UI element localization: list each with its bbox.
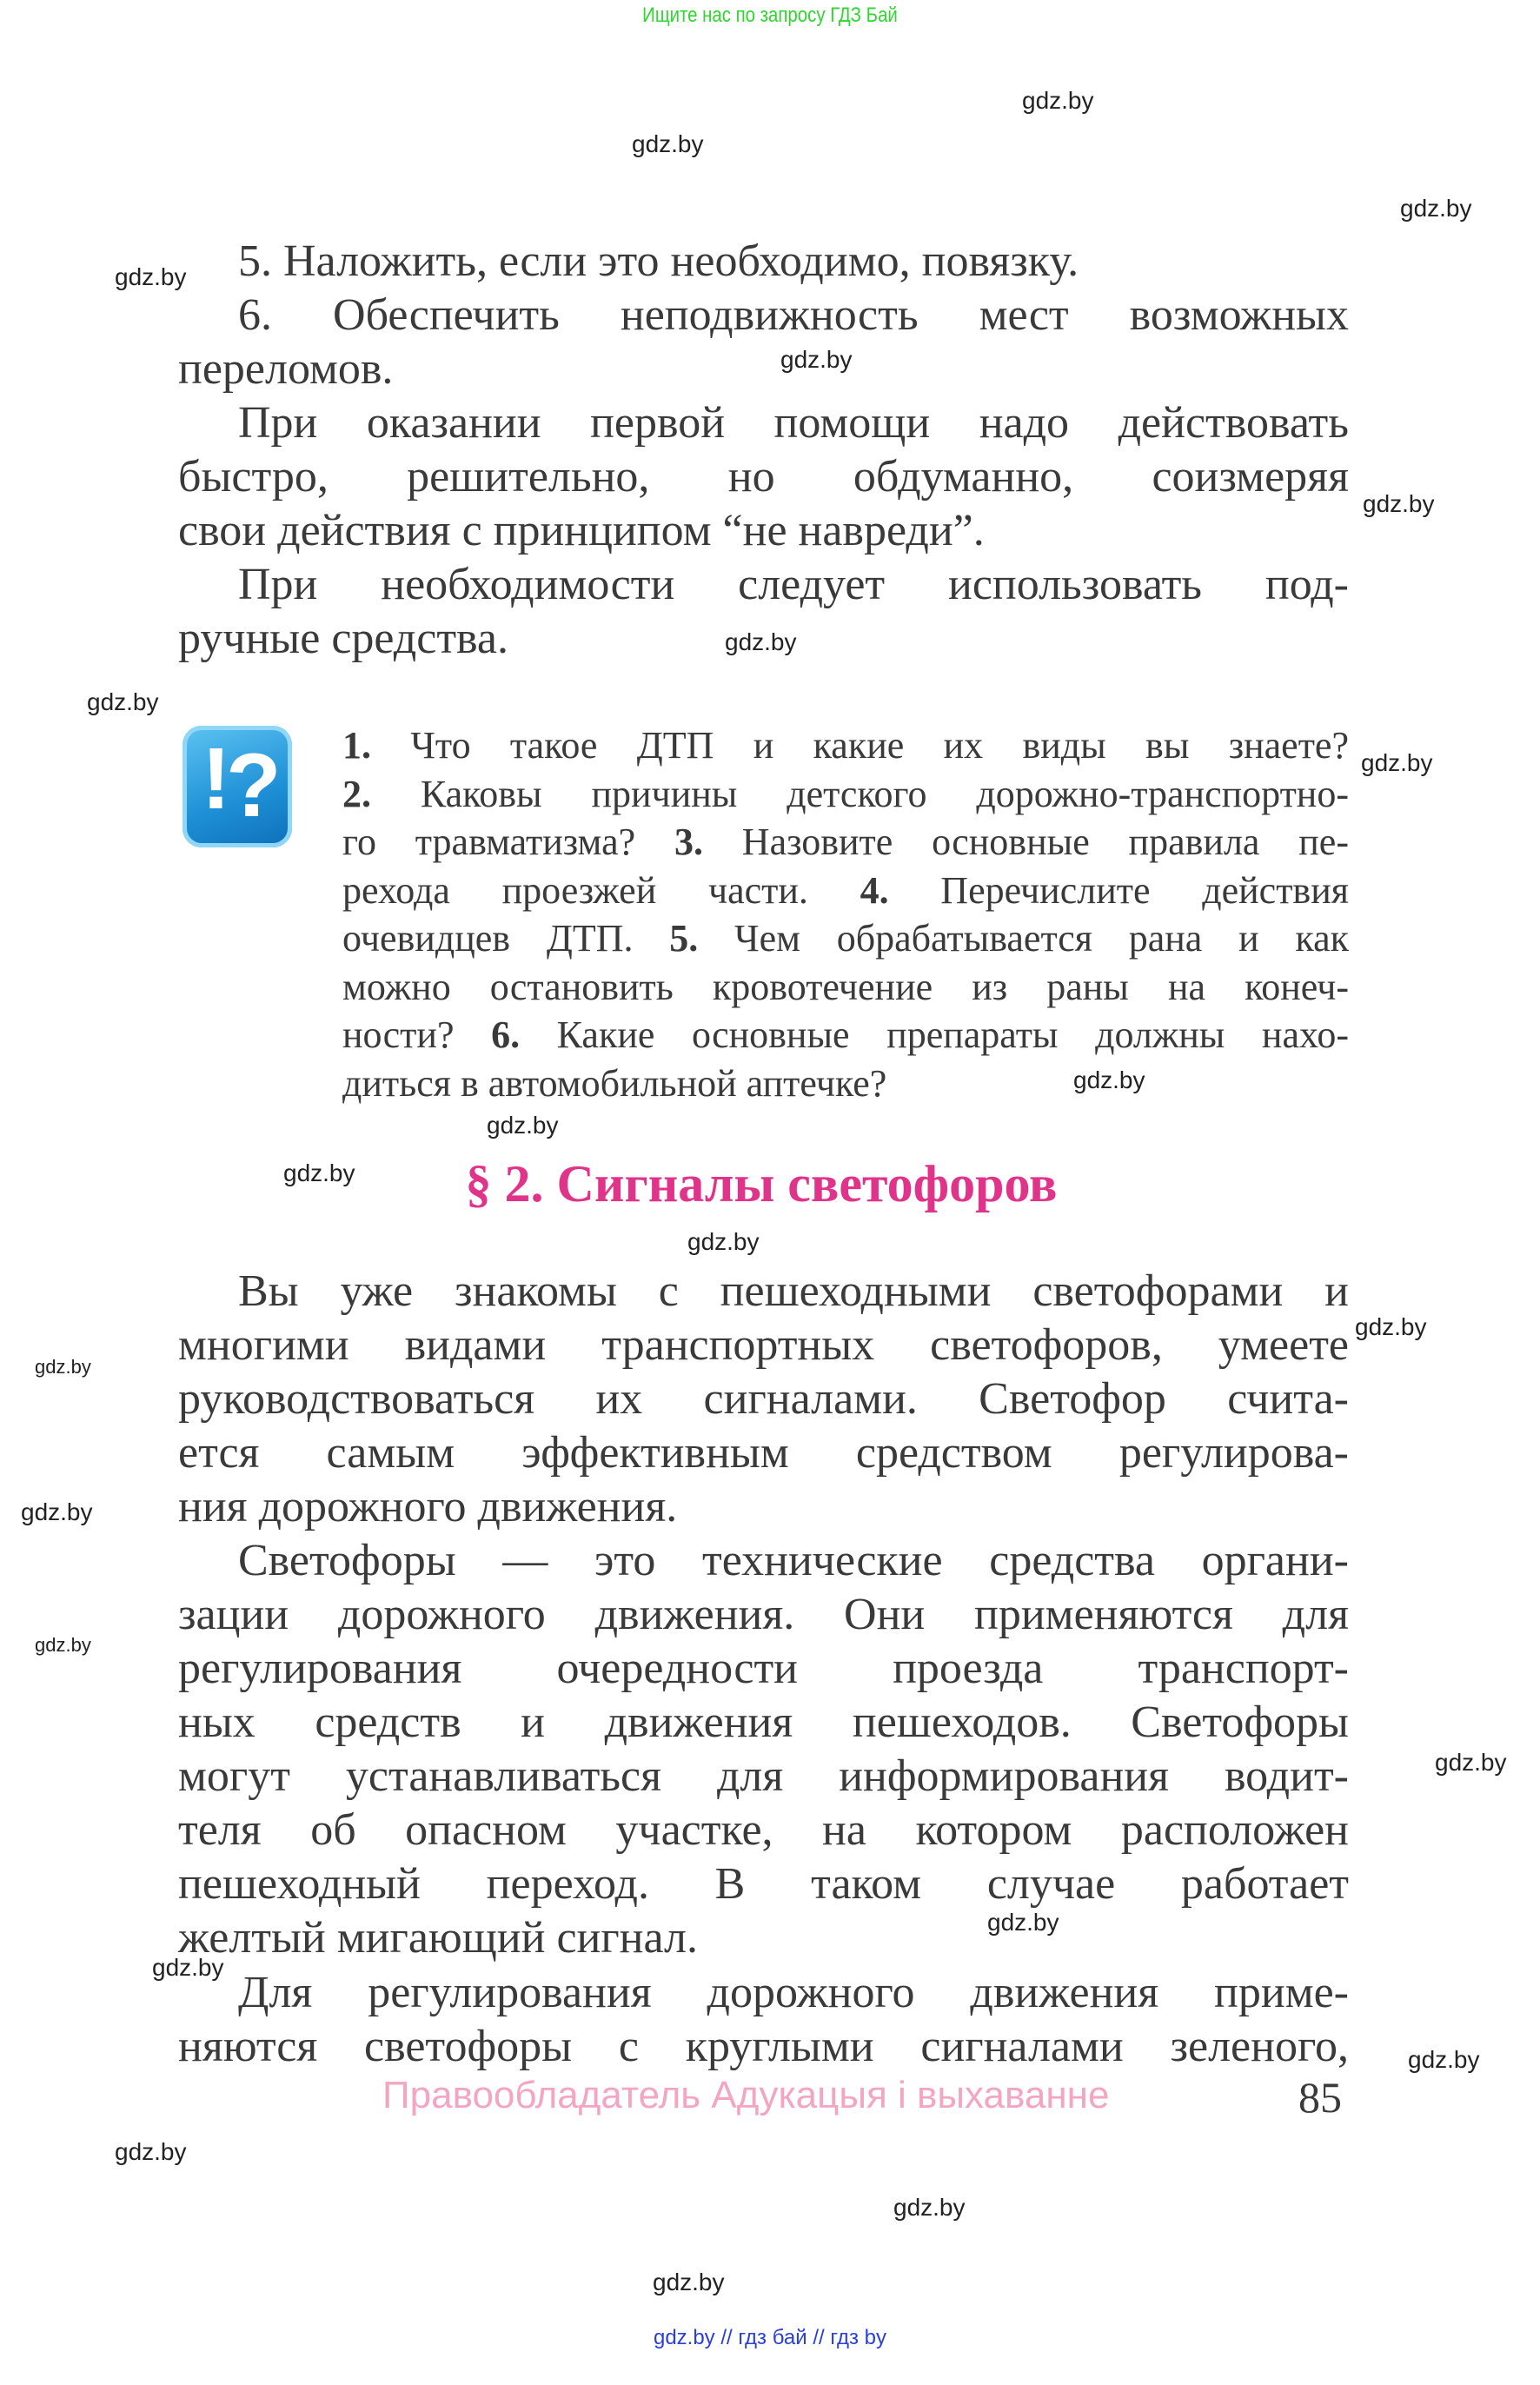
question-line <box>342 770 1349 818</box>
text-line: многими видами транспортных светофоров, умеете <box>178 1320 1349 1370</box>
question-text: ности? <box>342 1013 492 1056</box>
question-text: очевидцев ДТП. <box>342 917 670 960</box>
question-line <box>342 1011 1349 1059</box>
text-line: регулирования очередности проезда транспорт- <box>178 1644 1349 1693</box>
question-line <box>342 963 1349 1011</box>
text-line: ется самым эффективным средством регулирова- <box>178 1428 1349 1478</box>
text-line: теля об опасном участке, на котором расположен <box>178 1805 1349 1855</box>
gdz-watermark: gdz.by <box>35 1356 91 1378</box>
text-line: Вы уже знакомы с пешеходными светофорами и <box>238 1266 1349 1316</box>
text-line: ручные средства. <box>178 614 508 663</box>
question-number: 4. <box>860 868 889 912</box>
text-line: При необходимости следует использовать под- <box>238 560 1349 609</box>
text-line: няются светофоры с круглыми сигналами зеленого, <box>178 2022 1349 2071</box>
text-line: зации дорожного движения. Они применяются для <box>178 1590 1349 1639</box>
text-line: Светофоры — это технические средства органи- <box>238 1536 1349 1585</box>
gdz-watermark: gdz.by <box>653 2269 725 2295</box>
gdz-watermark: gdz.by <box>1361 749 1433 776</box>
text-line: желтый мигающий сигнал. <box>178 1913 698 1963</box>
question-number: 6. <box>491 1013 521 1056</box>
text-line: могут устанавливаться для информирования водит- <box>178 1751 1349 1801</box>
copyright-watermark: Правообладатель Адукацыя і выхаванне <box>382 2074 1110 2116</box>
gdz-watermark: gdz.by <box>115 263 187 290</box>
text-line: свои действия с принципом “не навреди”. <box>178 506 985 555</box>
text-line: руководствоваться их сигналами. Светофор счита- <box>178 1374 1349 1424</box>
gdz-watermark: gdz.by <box>87 688 159 715</box>
text-line: ния дорожного движения. <box>178 1482 678 1531</box>
text-line: ных средств и движения пешеходов. Светофоры <box>178 1697 1349 1747</box>
question-text: диться в автомобильной аптечке? <box>342 1061 887 1105</box>
gdz-watermark: gdz.by <box>115 2138 187 2165</box>
question-number: 5. <box>669 917 699 960</box>
bottom-banner[interactable]: gdz.by // гдз бай // гдз by <box>653 2326 887 2349</box>
gdz-watermark: gdz.by <box>1363 490 1435 517</box>
gdz-watermark: gdz.by <box>1435 1749 1507 1776</box>
gdz-watermark: gdz.by <box>725 628 797 655</box>
gdz-watermark: gdz.by <box>487 1112 559 1139</box>
gdz-watermark: gdz.by <box>1400 195 1472 222</box>
question-number: 1. <box>342 724 371 767</box>
gdz-watermark: gdz.by <box>283 1159 355 1186</box>
top-banner[interactable]: Ищите нас по запросу ГДЗ Бай <box>642 3 898 27</box>
section-heading: § 2. Сигналы светофоров <box>465 1155 1058 1212</box>
gdz-watermark: gdz.by <box>893 2194 966 2221</box>
gdz-watermark: gdz.by <box>21 1498 93 1525</box>
gdz-watermark: gdz.by <box>987 1909 1059 1936</box>
text-line: быстро, решительно, но обдуманно, соизмеряя <box>178 452 1349 502</box>
page-number: 85 <box>1298 2073 1342 2122</box>
question-line <box>342 818 1349 866</box>
text-line: переломов. <box>178 344 394 394</box>
gdz-watermark: gdz.by <box>1355 1313 1427 1340</box>
question-number: 2. <box>342 772 371 815</box>
question-text: Перечислите действия <box>888 868 1349 912</box>
gdz-watermark: gdz.by <box>152 1954 224 1981</box>
question-text: Назовите основные правила пе- <box>702 820 1349 863</box>
question-line <box>342 914 1349 962</box>
question-text: го травматизма? <box>342 820 674 863</box>
question-line <box>342 1060 1349 1107</box>
question-text: Каковы причины детского дорожно-транспортно- <box>371 772 1349 815</box>
question-text: Чем обрабатывается рана и как <box>698 917 1349 960</box>
question-line <box>342 721 1349 769</box>
gdz-watermark: gdz.by <box>632 130 704 157</box>
question-text: можно остановить кровотечение из раны на конеч- <box>342 965 1349 1008</box>
question-text: рехода проезжей части. <box>342 868 860 912</box>
gdz-watermark: gdz.by <box>687 1228 760 1255</box>
gdz-watermark: gdz.by <box>1073 1066 1145 1093</box>
gdz-watermark: gdz.by <box>1408 2046 1480 2073</box>
text-line: Для регулирования дорожного движения приме- <box>238 1968 1349 2017</box>
gdz-watermark: gdz.by <box>780 346 853 373</box>
question-text: Что такое ДТП и какие их виды вы знаете? <box>371 724 1349 767</box>
text-line: 6. Обеспечить неподвижность мест возможных <box>238 290 1349 340</box>
text-line: При оказании первой помощи надо действовать <box>238 398 1349 448</box>
question-line <box>342 867 1349 914</box>
text-line: пешеходный переход. В таком случае работает <box>178 1859 1349 1909</box>
text-line: 5. Наложить, если это необходимо, повязку. <box>238 236 1079 286</box>
gdz-watermark: gdz.by <box>1022 87 1094 114</box>
gdz-watermark: gdz.by <box>35 1634 91 1656</box>
question-number: 3. <box>674 820 703 863</box>
question-text: Какие основные препараты должны нахо- <box>520 1013 1349 1056</box>
exclamation-question-icon: ! ? <box>183 726 292 847</box>
